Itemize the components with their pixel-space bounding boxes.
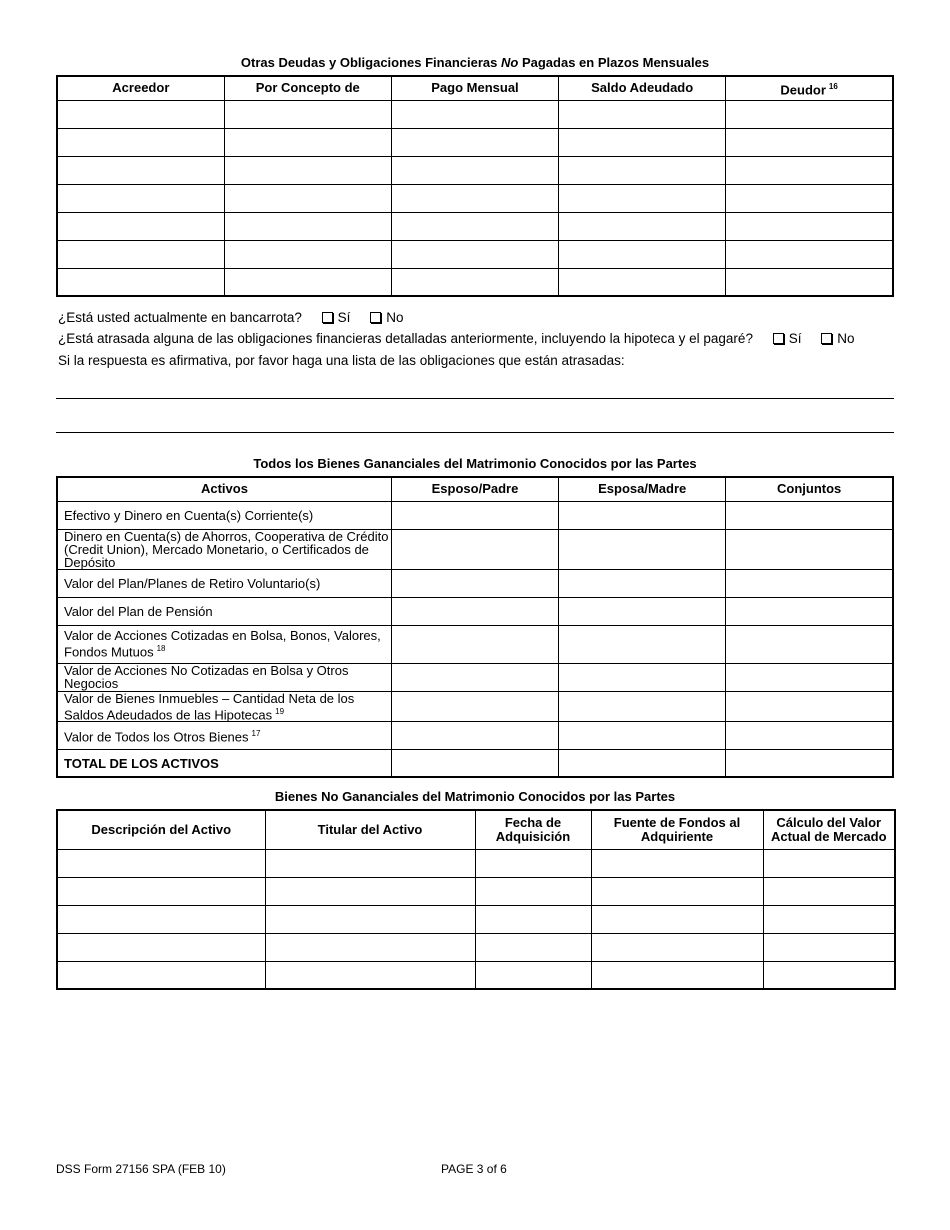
- asset-value-cell[interactable]: [559, 749, 726, 777]
- col-acreedor: Acreedor: [57, 76, 224, 100]
- debts-cell[interactable]: [726, 128, 893, 156]
- asset-label: Valor de Bienes Inmuebles – Cantidad Neta de los Saldos Adeudados de las Hipotecas $^{19}$: [57, 691, 391, 721]
- nonmarital-cell[interactable]: [591, 933, 763, 961]
- asset-row: [57, 721, 893, 749]
- nonmarital-cell[interactable]: [265, 877, 475, 905]
- asset-row: [57, 529, 893, 569]
- col-esposa-madre: Esposa/Madre: [559, 477, 726, 501]
- debts-cell[interactable]: [391, 156, 558, 184]
- asset-label: Dinero en Cuenta(s) de Ahorros, Cooperativa de Crédito (Credit Union), Mercado Monetario, o Certificados de Depósito: [57, 529, 391, 569]
- nonmarital-cell[interactable]: [57, 961, 265, 989]
- debts-cell[interactable]: [559, 184, 726, 212]
- nonmarital-cell[interactable]: [265, 905, 475, 933]
- asset-value-cell[interactable]: [559, 625, 726, 663]
- debts-cell[interactable]: [57, 268, 224, 296]
- nonmarital-cell[interactable]: [475, 961, 591, 989]
- asset-value-cell[interactable]: [726, 529, 893, 569]
- asset-value-cell[interactable]: [559, 501, 726, 529]
- overdue-list-line-1[interactable]: [56, 398, 894, 399]
- col-esposo-padre: Esposo/Padre: [391, 477, 558, 501]
- asset-label: Valor de Todos los Otros Bienes $^{17}$: [57, 721, 391, 749]
- debts-row: [57, 184, 893, 212]
- overdue-yes-checkbox[interactable]: [773, 333, 784, 344]
- debts-row: [57, 268, 893, 296]
- nonmarital-cell[interactable]: [57, 849, 265, 877]
- asset-value-cell[interactable]: [726, 663, 893, 691]
- debts-cell[interactable]: [559, 268, 726, 296]
- nonmarital-row: [57, 849, 895, 877]
- nonmarital-cell[interactable]: [763, 933, 895, 961]
- asset-value-cell[interactable]: [391, 721, 558, 749]
- asset-label: TOTAL DE LOS ACTIVOS: [57, 749, 391, 777]
- nonmarital-row: [57, 961, 895, 989]
- col-descripcion: Descripción del Activo: [57, 810, 265, 849]
- nonmarital-row: [57, 905, 895, 933]
- debts-cell[interactable]: [559, 156, 726, 184]
- bankruptcy-yes-checkbox[interactable]: [322, 312, 333, 323]
- nonmarital-cell[interactable]: [57, 877, 265, 905]
- nonmarital-cell[interactable]: [475, 849, 591, 877]
- asset-value-cell[interactable]: [391, 691, 558, 721]
- nonmarital-cell[interactable]: [763, 961, 895, 989]
- asset-label: Valor del Plan/Planes de Retiro Voluntario(s): [57, 569, 391, 597]
- asset-value-cell[interactable]: [559, 721, 726, 749]
- marital-table: [56, 476, 894, 778]
- nonmarital-cell[interactable]: [265, 961, 475, 989]
- debts-cell[interactable]: [726, 156, 893, 184]
- debts-cell[interactable]: [224, 184, 391, 212]
- asset-value-cell[interactable]: [726, 749, 893, 777]
- debts-cell[interactable]: [391, 184, 558, 212]
- nonmarital-row: [57, 877, 895, 905]
- debts-cell[interactable]: [224, 240, 391, 268]
- asset-value-cell[interactable]: [391, 569, 558, 597]
- asset-label: Valor del Plan de Pensión: [57, 597, 391, 625]
- bankruptcy-question: ¿Está usted actualmente en bancarrota? Sí No: [58, 310, 404, 325]
- overdue-list-line-2[interactable]: [56, 432, 894, 433]
- asset-value-cell[interactable]: [559, 529, 726, 569]
- asset-value-cell[interactable]: [391, 663, 558, 691]
- debts-cell[interactable]: [391, 128, 558, 156]
- debts-cell[interactable]: [559, 212, 726, 240]
- asset-row: [57, 597, 893, 625]
- debts-cell[interactable]: [57, 100, 224, 128]
- debts-row: [57, 212, 893, 240]
- marital-title: Todos los Bienes Gananciales del Matrimonio Conocidos por las Partes: [253, 456, 697, 471]
- debts-cell[interactable]: [57, 128, 224, 156]
- asset-row: [57, 501, 893, 529]
- asset-value-cell[interactable]: [726, 569, 893, 597]
- nonmarital-table: [56, 809, 896, 990]
- asset-label: Efectivo y Dinero en Cuenta(s) Corriente(s): [57, 501, 391, 529]
- col-conjuntos: Conjuntos: [726, 477, 893, 501]
- asset-row: [57, 663, 893, 691]
- nonmarital-cell[interactable]: [475, 933, 591, 961]
- asset-value-cell[interactable]: [726, 501, 893, 529]
- debts-cell[interactable]: [224, 156, 391, 184]
- debts-cell[interactable]: [559, 128, 726, 156]
- debts-cell[interactable]: [726, 100, 893, 128]
- nonmarital-cell[interactable]: [265, 933, 475, 961]
- nonmarital-cell[interactable]: [763, 849, 895, 877]
- asset-value-cell[interactable]: [726, 597, 893, 625]
- asset-value-cell[interactable]: [726, 691, 893, 721]
- asset-label: Valor de Acciones No Cotizadas en Bolsa y Otros Negocios: [57, 663, 391, 691]
- asset-value-cell[interactable]: [726, 625, 893, 663]
- bankruptcy-no-checkbox[interactable]: [370, 312, 381, 323]
- asset-row: [57, 691, 893, 721]
- asset-value-cell[interactable]: [391, 501, 558, 529]
- nonmarital-cell[interactable]: [763, 877, 895, 905]
- col-activos: Activos: [57, 477, 391, 501]
- debts-cell[interactable]: [559, 240, 726, 268]
- col-calculo: Cálculo del Valor Actual de Mercado: [763, 810, 895, 849]
- debts-cell[interactable]: [224, 128, 391, 156]
- debts-row: [57, 100, 893, 128]
- asset-value-cell[interactable]: [559, 691, 726, 721]
- asset-value-cell[interactable]: [391, 597, 558, 625]
- debts-cell[interactable]: [726, 212, 893, 240]
- overdue-question: ¿Está atrasada alguna de las obligaciones financieras detalladas anteriormente, incluyendo la hipoteca y el pagaré? Sí No: [58, 331, 855, 346]
- col-pago-mensual: Pago Mensual: [391, 76, 558, 100]
- nonmarital-cell[interactable]: [763, 905, 895, 933]
- asset-value-cell[interactable]: [391, 529, 558, 569]
- debts-cell[interactable]: [57, 240, 224, 268]
- page-number: PAGE 3 of 6: [441, 1162, 507, 1176]
- asset-row: [57, 625, 893, 663]
- col-fuente: Fuente de Fondos al Adquiriente: [591, 810, 763, 849]
- debts-row: [57, 156, 893, 184]
- asset-row: [57, 569, 893, 597]
- debts-cell[interactable]: [391, 268, 558, 296]
- debts-cell[interactable]: [726, 268, 893, 296]
- debts-cell[interactable]: [57, 184, 224, 212]
- overdue-list-prompt: Si la respuesta es afirmativa, por favor haga una lista de las obligaciones que están atrasadas:: [58, 353, 625, 368]
- debts-row: [57, 128, 893, 156]
- nonmarital-cell[interactable]: [265, 849, 475, 877]
- col-fecha: Fecha de Adquisición: [475, 810, 591, 849]
- debts-row: [57, 240, 893, 268]
- nonmarital-cell[interactable]: [475, 877, 591, 905]
- col-deudor: Deudor $^{16}$: [726, 76, 893, 100]
- debts-cell[interactable]: [726, 240, 893, 268]
- asset-value-cell[interactable]: [726, 721, 893, 749]
- asset-value-cell[interactable]: [559, 663, 726, 691]
- col-por-concepto: Por Concepto de: [224, 76, 391, 100]
- debts-cell[interactable]: [57, 156, 224, 184]
- debts-cell[interactable]: [391, 240, 558, 268]
- debts-cell[interactable]: [391, 212, 558, 240]
- col-titular: Titular del Activo: [265, 810, 475, 849]
- nonmarital-cell[interactable]: [57, 933, 265, 961]
- debts-table: [56, 75, 894, 297]
- overdue-no-checkbox[interactable]: [821, 333, 832, 344]
- asset-label: Valor de Acciones Cotizadas en Bolsa, Bonos, Valores, Fondos Mutuos $^{18}$: [57, 625, 391, 663]
- debts-cell[interactable]: [726, 184, 893, 212]
- debts-cell[interactable]: [224, 268, 391, 296]
- asset-value-cell[interactable]: [391, 625, 558, 663]
- nonmarital-row: [57, 933, 895, 961]
- nonmarital-cell[interactable]: [591, 905, 763, 933]
- form-id: DSS Form 27156 SPA (FEB 10): [56, 1162, 226, 1176]
- nonmarital-cell[interactable]: [591, 877, 763, 905]
- nonmarital-cell[interactable]: [591, 849, 763, 877]
- asset-row: [57, 749, 893, 777]
- debts-cell[interactable]: [57, 212, 224, 240]
- asset-value-cell[interactable]: [391, 749, 558, 777]
- debts-cell[interactable]: [224, 100, 391, 128]
- col-saldo-adeudado: Saldo Adeudado: [559, 76, 726, 100]
- nonmarital-cell[interactable]: [475, 905, 591, 933]
- debts-cell[interactable]: [559, 100, 726, 128]
- asset-value-cell[interactable]: [559, 597, 726, 625]
- nonmarital-title: Bienes No Gananciales del Matrimonio Conocidos por las Partes: [274, 789, 676, 804]
- debts-title: Otras Deudas y Obligaciones Financieras No Pagadas en Plazos Mensuales: [240, 55, 710, 70]
- debts-cell[interactable]: [391, 100, 558, 128]
- nonmarital-cell[interactable]: [591, 961, 763, 989]
- debts-cell[interactable]: [224, 212, 391, 240]
- nonmarital-cell[interactable]: [57, 905, 265, 933]
- asset-value-cell[interactable]: [559, 569, 726, 597]
